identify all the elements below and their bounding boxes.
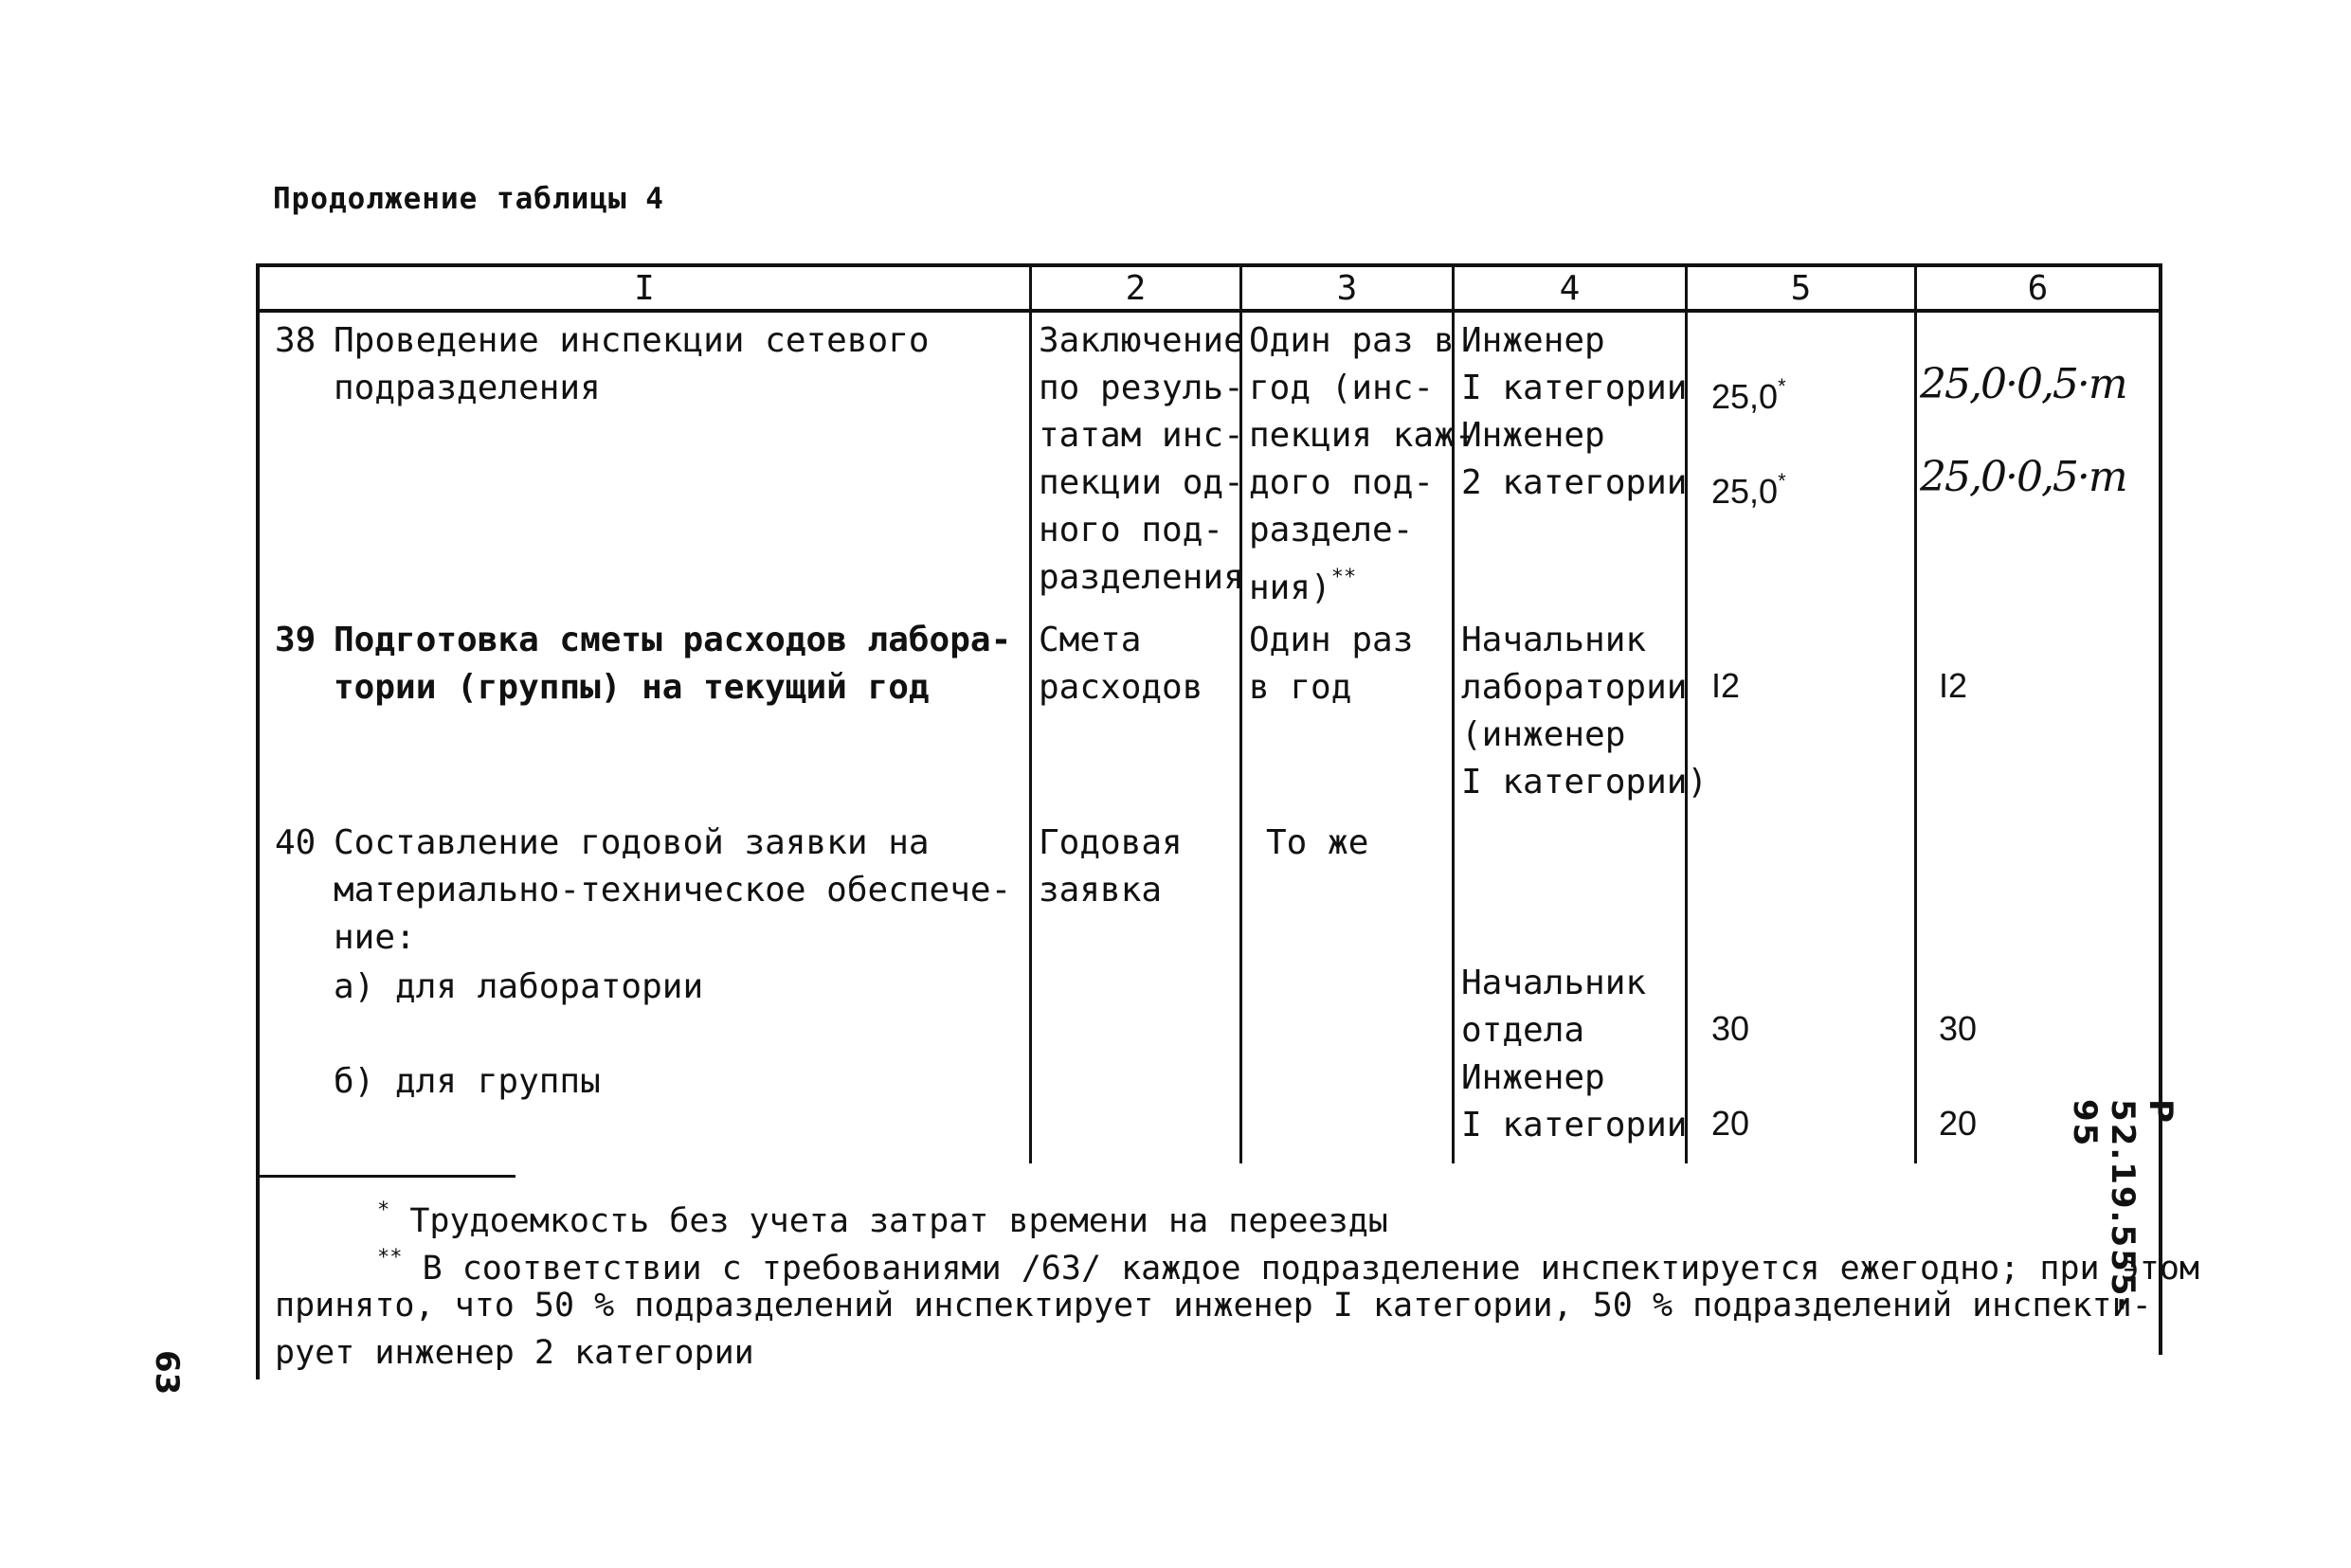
row-38-name: Проведение инспекции сетевого подразделения: [334, 321, 930, 407]
row-40-val6-a: 30: [1939, 1009, 1978, 1048]
row-39-val5: I2: [1711, 666, 1741, 705]
row-38-perf1-a: Инженер: [1461, 321, 1605, 360]
row-39-name: Подготовка сметы расходов лабора- тории (группы) на текущий год: [334, 621, 1012, 707]
row-39-freq: Один раз в год: [1249, 621, 1414, 707]
row-39-perf: Начальник лаборатории (инженер I категории): [1461, 621, 1709, 802]
header-col-1: I: [634, 269, 655, 308]
row-40-sub-a: а) для лаборатории: [334, 967, 704, 1006]
footnote-2-line-1: ** В соответствии с требованиями /63/ каждое подразделение инспектируется ежегодно; при этом: [377, 1246, 2199, 1288]
header-col-2: 2: [1125, 269, 1147, 308]
row-40-doc: Годовая заявка: [1039, 823, 1183, 910]
row-40-perf-b: Инженер I категории: [1461, 1058, 1688, 1144]
footnote-2-line-2: принято, что 50 % подразделений инспектирует инженер I категории, 50 % подразделений инспекти-: [275, 1287, 2152, 1325]
table-caption: Продолжение таблицы 4: [273, 182, 664, 216]
row-40-freq: То же: [1266, 823, 1369, 862]
row-38-formula2: 25,0·0,5·m: [1920, 453, 2126, 501]
row-40-val6-b: 20: [1939, 1104, 1978, 1143]
row-38-perf2-b: 2 категории: [1461, 463, 1688, 502]
header-col-6: 6: [2027, 269, 2049, 308]
footnote-1: * Трудоемкость без учета затрат времени на переезды: [377, 1199, 1388, 1240]
row-38-perf1-b: I категории: [1461, 369, 1688, 407]
row-38-number: 38: [275, 321, 316, 360]
row-40-number: 40: [275, 823, 316, 862]
header-col-3: 3: [1336, 269, 1358, 308]
row-40-val5-b: 20: [1711, 1104, 1750, 1143]
row-39-val6: I2: [1939, 666, 1968, 705]
row-38-freq: Один раз в год (инс- пекция каж- дого под- разделе- ния)**: [1249, 321, 1475, 607]
row-39-doc: Смета расходов: [1039, 621, 1203, 707]
row-38-doc: Заключение по резуль- татам инс- пекции од- ного под- разделения: [1039, 321, 1244, 597]
row-40-name: Составление годовой заявки на материально-техническое обеспече- ние:: [334, 823, 1012, 957]
row-38-formula1: 25,0·0,5·m: [1920, 360, 2126, 408]
header-col-5: 5: [1790, 269, 1812, 308]
document-code: Р 52.19.555-95: [2066, 1099, 2179, 1313]
footnote-2-line-3: рует инженер 2 категории: [275, 1334, 754, 1372]
row-38-val2: 25,0*: [1711, 469, 1786, 511]
page-number: 63: [148, 1350, 186, 1396]
header-col-4: 4: [1559, 269, 1581, 308]
row-39-number: 39: [275, 621, 316, 659]
row-38-val1: 25,0*: [1711, 374, 1786, 416]
row-40-perf-a: Начальник отдела: [1461, 964, 1647, 1050]
row-38-perf2-a: Инженер: [1461, 416, 1605, 455]
row-40-sub-b: б) для группы: [334, 1062, 601, 1101]
row-40-val5-a: 30: [1711, 1009, 1750, 1048]
